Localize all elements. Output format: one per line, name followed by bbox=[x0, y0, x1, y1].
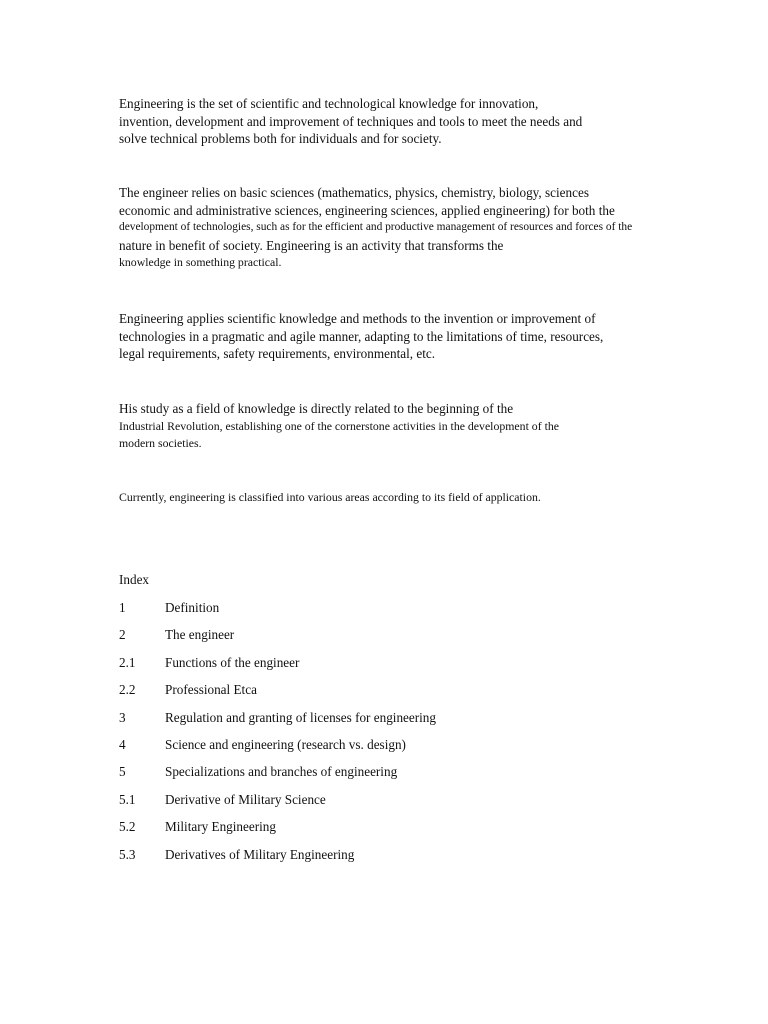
index-item-title: Science and engineering (research vs. design) bbox=[165, 736, 406, 752]
index-item bbox=[119, 791, 436, 818]
index-item-number: 5.1 bbox=[119, 791, 136, 807]
paragraph-engineer-basis bbox=[119, 184, 632, 272]
index-item-title: Specializations and branches of engineering bbox=[165, 764, 398, 780]
index-item-title: Derivatives of Military Engineering bbox=[165, 846, 355, 862]
paragraph-line: The engineer relies on basic sciences (mathematics, physics, chemistry, biology, sciences bbox=[119, 185, 589, 200]
index-item-title: Professional Etca bbox=[165, 682, 257, 698]
paragraph-engineering-applies bbox=[119, 310, 603, 363]
index-item-number: 2.2 bbox=[119, 682, 136, 698]
index-item-title: Functions of the engineer bbox=[165, 654, 300, 670]
index-item-number: 5.2 bbox=[119, 819, 136, 835]
index-item bbox=[119, 736, 436, 763]
paragraph-line: solve technical problems both for individuals and for society. bbox=[119, 131, 442, 147]
index-item bbox=[119, 654, 436, 681]
index-item-number: 1 bbox=[119, 600, 126, 615]
index-heading: Index bbox=[119, 572, 150, 587]
index-item-number: 3 bbox=[119, 709, 126, 725]
paragraph-classification bbox=[119, 489, 541, 507]
paragraph-line: invention, development and improvement of techniques and tools to meet the needs and bbox=[119, 113, 583, 129]
index-item-title: Regulation and granting of licenses for engineering bbox=[165, 709, 436, 725]
paragraph-line: nature in benefit of society. Engineering is an activity that transforms the bbox=[119, 237, 504, 253]
paragraph-line: Engineering is the set of scientific and technological knowledge for innovation, bbox=[119, 96, 539, 111]
paragraph-line: His study as a field of knowledge is directly related to the beginning of the bbox=[119, 401, 514, 416]
index-item bbox=[119, 681, 436, 708]
paragraph-line: modern societies. bbox=[119, 436, 202, 451]
index-item-title: Military Engineering bbox=[165, 819, 276, 835]
index-item-number: 4 bbox=[119, 736, 126, 752]
index-item bbox=[119, 709, 436, 736]
index-item-number: 5.3 bbox=[119, 846, 136, 862]
index-item-title: The engineer bbox=[165, 627, 235, 643]
paragraph-line: economic and administrative sciences, engineering sciences, applied engineering) for both the bbox=[119, 202, 615, 218]
index-item bbox=[119, 818, 436, 845]
index-item bbox=[119, 763, 436, 790]
paragraph-line: development of technologies, such as for the efficient and productive management of resources and forces of the bbox=[119, 221, 633, 234]
index-item-title: Definition bbox=[165, 600, 220, 615]
paragraph-line: knowledge in something practical. bbox=[119, 255, 282, 270]
index-item-number: 5 bbox=[119, 764, 126, 780]
index-item bbox=[119, 626, 436, 653]
paragraph-line: technologies in a pragmatic and agile manner, adapting to the limitations of time, resources, bbox=[119, 328, 604, 344]
index-item-title: Derivative of Military Science bbox=[165, 791, 326, 807]
paragraph-line: Currently, engineering is classified into various areas according to its field of application. bbox=[119, 490, 541, 504]
paragraph-line: legal requirements, safety requirements, environmental, etc. bbox=[119, 346, 436, 362]
paragraph-line: Industrial Revolution, establishing one of the cornerstone activities in the development of the bbox=[119, 418, 559, 433]
index-list bbox=[119, 599, 436, 873]
index-item-number: 2.1 bbox=[119, 654, 136, 670]
index-item-number: 2 bbox=[119, 627, 126, 643]
paragraph-line: Engineering applies scientific knowledge and methods to the invention or improvement of bbox=[119, 311, 596, 326]
index-item bbox=[119, 846, 436, 873]
paragraph-history bbox=[119, 400, 559, 453]
paragraph-definition bbox=[119, 95, 582, 148]
index-item bbox=[119, 599, 436, 626]
